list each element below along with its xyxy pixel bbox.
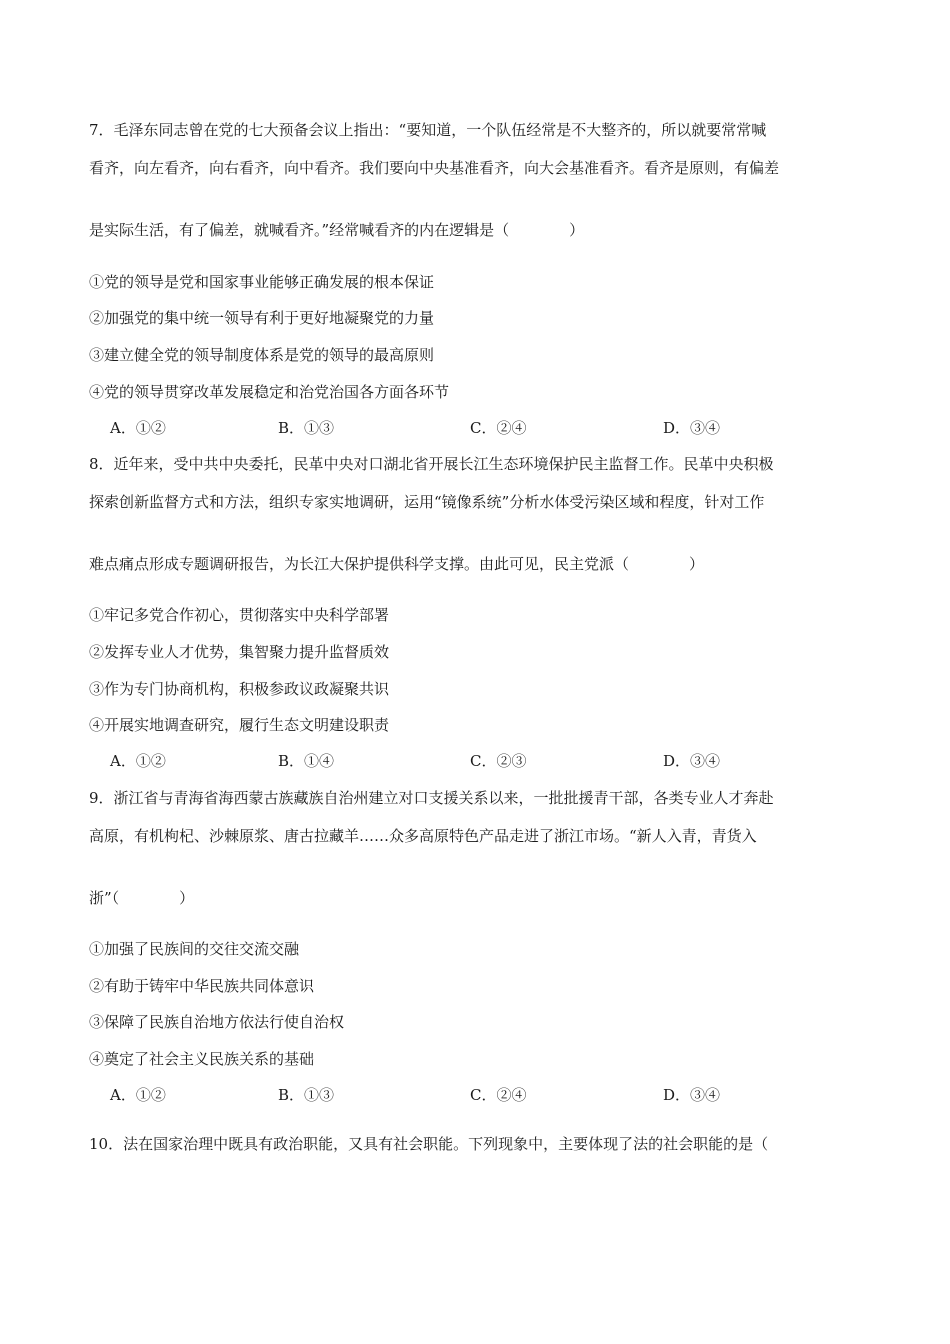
question-8-option-d[interactable]: D．③④ xyxy=(663,752,721,770)
question-7-option-b[interactable]: B．①③ xyxy=(278,419,335,437)
question-8-statement-1: ①牢记多党合作初心，贯彻落实中央科学部署 xyxy=(89,606,390,624)
question-9-statement-4: ④奠定了社会主义民族关系的基础 xyxy=(89,1050,315,1068)
question-8-statement-2: ②发挥专业人才优势，集智聚力提升监督质效 xyxy=(89,643,390,661)
question-9-stem-line-2: 高原，有机枸杞、沙棘原浆、唐古拉藏羊……众多高原特色产品走进了浙江市场。“新人入青，青货入 xyxy=(89,827,757,845)
question-7-stem-line-3: 是实际生活，有了偏差，就喊看齐。”经常喊看齐的内在逻辑是（ ） xyxy=(89,221,585,239)
question-9-statement-1: ①加强了民族间的交往交流交融 xyxy=(89,940,300,958)
question-8-stem-line-2: 探索创新监督方式和方法，组织专家实地调研，运用“镜像系统”分析水体受污染区域和程度，针对工作 xyxy=(89,493,765,511)
question-8-option-b[interactable]: B．①④ xyxy=(278,752,335,770)
question-7-statement-1: ①党的领导是党和国家事业能够正确发展的根本保证 xyxy=(89,273,435,291)
question-9-stem-line-3: 浙”（ ） xyxy=(89,889,195,907)
question-8-options xyxy=(110,751,870,771)
question-7-option-c[interactable]: C．②④ xyxy=(470,419,527,437)
question-8-stem-line-3: 难点痛点形成专题调研报告，为长江大保护提供科学支撑。由此可见，民主党派（ ） xyxy=(89,555,705,573)
question-7-stem-line-2: 看齐，向左看齐，向右看齐，向中看齐。我们要向中央基准看齐，向大会基准看齐。看齐是原则，有偏差 xyxy=(89,159,780,177)
question-8-statement-3: ③作为专门协商机构，积极参政议政凝聚共识 xyxy=(89,680,390,698)
question-9-options xyxy=(110,1085,870,1105)
question-7-statement-4: ④党的领导贯穿改革发展稳定和治党治国各方面各环节 xyxy=(89,383,450,401)
question-8-stem-line-1: 8．近年来，受中共中央委托，民革中央对口湖北省开展长江生态环境保护民主监督工作。民革中央积极 xyxy=(89,455,774,473)
question-9-statement-2: ②有助于铸牢中华民族共同体意识 xyxy=(89,977,315,995)
question-10-stem-line-1: 10．法在国家治理中既具有政治职能，又具有社会职能。下列现象中，主要体现了法的社会职能的是（ xyxy=(89,1135,769,1153)
question-9-stem-line-1: 9．浙江省与青海省海西蒙古族藏族自治州建立对口支援关系以来，一批批援青干部，各类专业人才奔赴 xyxy=(89,789,774,807)
question-7-statement-3: ③建立健全党的领导制度体系是党的领导的最高原则 xyxy=(89,346,435,364)
question-8-option-c[interactable]: C．②③ xyxy=(470,752,527,770)
question-9-option-c[interactable]: C．②④ xyxy=(470,1086,527,1104)
question-7-statement-2: ②加强党的集中统一领导有利于更好地凝聚党的力量 xyxy=(89,309,435,327)
question-9-option-b[interactable]: B．①③ xyxy=(278,1086,335,1104)
question-7-stem-line-1: 7．毛泽东同志曾在党的七大预备会议上指出：“要知道，一个队伍经常是不大整齐的，所以就要常常喊 xyxy=(89,121,767,139)
question-8-statement-4: ④开展实地调查研究，履行生态文明建设职责 xyxy=(89,716,390,734)
question-7-option-d[interactable]: D．③④ xyxy=(663,419,721,437)
question-9-statement-3: ③保障了民族自治地方依法行使自治权 xyxy=(89,1013,345,1031)
question-7-option-a[interactable]: A．①② xyxy=(110,419,166,437)
question-7-options xyxy=(110,418,870,438)
question-9-option-a[interactable]: A．①② xyxy=(110,1086,166,1104)
question-9-option-d[interactable]: D．③④ xyxy=(663,1086,721,1104)
question-8-option-a[interactable]: A．①② xyxy=(110,752,166,770)
